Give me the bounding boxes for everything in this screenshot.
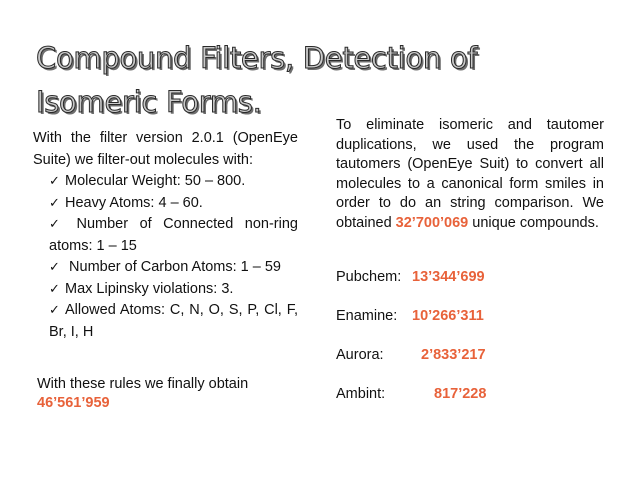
stat-value: 10’266’311: [412, 308, 484, 324]
filter-rules-list: [33, 171, 298, 343]
stat-label: Aurora:: [336, 347, 384, 363]
stat-value: 817’228: [434, 386, 487, 402]
stat-label: Enamine:: [336, 308, 398, 324]
rule-allowed-atoms: [49, 300, 298, 343]
stat-aurora: [336, 346, 486, 365]
title-line-2: Isomeric Forms.: [36, 85, 262, 119]
checkmark-icon: ✓: [49, 260, 60, 275]
stat-pubchem: [336, 268, 485, 287]
rule-carbon-atoms: [49, 257, 298, 279]
rule-non-ring-atoms: [49, 214, 298, 257]
isomer-paragraph: To eliminate isomeric and tautomer duplications, we used the program tautomers (OpenEye Suit) to convert all molecules to a canonical form smiles in order to do an string comparison. We obtained: [336, 117, 604, 231]
rule-text: Number of Carbon Atoms: 1 – 59: [65, 259, 281, 275]
title-line-1: Compound Filters, Detection of: [36, 41, 478, 75]
isomer-text: [336, 116, 604, 233]
unique-suffix: unique compounds.: [472, 214, 599, 231]
checkmark-icon: ✓: [49, 195, 60, 211]
filter-result-text: With these rules we finally obtain: [37, 376, 249, 392]
rule-text: Molecular Weight: 50 – 800.: [65, 173, 246, 189]
unique-total-value: 32’700’069: [395, 214, 469, 231]
stat-enamine: [336, 307, 484, 326]
rule-text: Allowed Atoms: C, N, O, S, P, Cl, F, Br, I, H: [49, 302, 298, 340]
filter-result-value: 46’561’959: [37, 395, 110, 411]
stat-value: 2’833’217: [421, 347, 486, 363]
checkmark-icon: ✓: [49, 281, 60, 297]
stat-value: 13’344’699: [412, 269, 485, 285]
stat-label: Pubchem:: [336, 269, 402, 285]
stat-ambint: [336, 385, 487, 404]
rule-text: Number of Connected non-ring atoms: 1 – 15: [49, 216, 298, 254]
rule-heavy-atoms: [49, 193, 298, 215]
slide-title: [36, 36, 596, 124]
rule-text: Heavy Atoms: 4 – 60.: [65, 194, 203, 211]
isomer-description: [336, 116, 604, 233]
stat-label: Ambint:: [336, 386, 386, 402]
checkmark-icon: ✓: [49, 217, 60, 232]
filter-intro: With the filter version 2.0.1 (OpenEye Suite) we filter-out molecules with:: [33, 130, 298, 168]
checkmark-icon: ✓: [49, 303, 60, 318]
checkmark-icon: ✓: [49, 174, 60, 189]
filter-description: [33, 128, 298, 343]
filter-result: [37, 375, 287, 413]
rule-lipinsky: [49, 279, 298, 301]
rule-molecular-weight: [49, 171, 298, 193]
rule-text: Max Lipinsky violations: 3.: [65, 280, 234, 297]
